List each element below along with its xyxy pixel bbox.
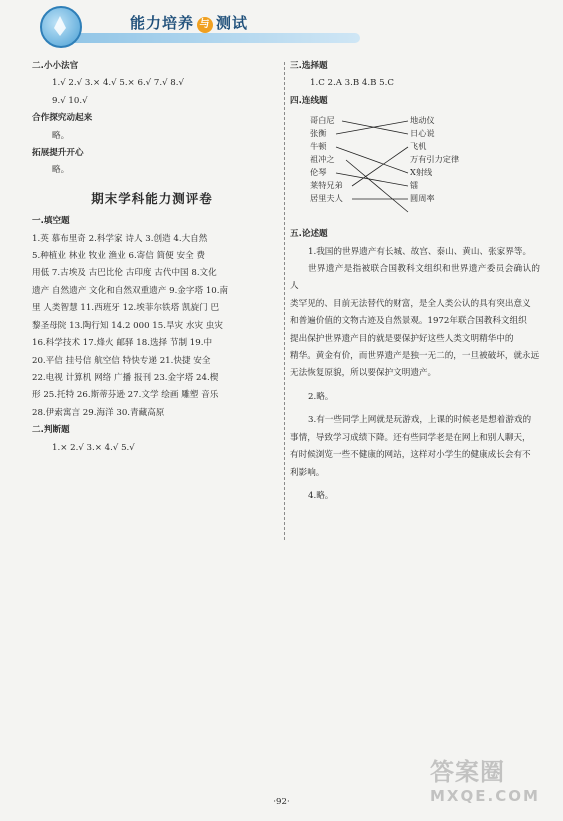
match-right-item: 镭 — [410, 180, 419, 191]
match-right-item: 万有引力定律 — [410, 154, 460, 165]
essay-paragraph-1 — [290, 244, 540, 383]
essay-line: 3.有一些同学上网就是玩游戏，上课的时候老是想着游戏的 — [308, 415, 532, 426]
essay-line: 提出保护世界遗产目的就是要保护好这些人类文明精华中的 — [290, 333, 514, 344]
header-ribbon — [60, 33, 360, 43]
essay-paragraph-2: 2.略。 — [308, 391, 334, 402]
section-heading: 一.填空题 — [32, 216, 70, 227]
essay-line: 类罕见的、目前无法替代的财富，是全人类公认的具有突出意义 — [290, 298, 531, 309]
answer-line: 遗产 自然遗产 文化和自然双重遗产 9.金字塔 10.南 — [32, 285, 229, 296]
section-heading: 二.小小法官 — [32, 61, 79, 71]
watermark-text: 答案圈 — [430, 758, 505, 786]
section-heading: 五.论述题 — [290, 229, 328, 240]
watermark-url: MXQE.COM — [430, 787, 540, 805]
answer-line: 5.种植业 林业 牧业 渔业 6.寄信 简便 安全 费 — [32, 251, 206, 262]
match-right-list — [410, 114, 459, 205]
match-left-item: 祖冲之 — [310, 154, 335, 165]
answer-line: 里 人类智慧 11.西班牙 12.埃菲尔铁塔 凯旋门 巴 — [32, 303, 220, 314]
match-left-item: 张衡 — [310, 128, 327, 139]
page-number: ·92· — [273, 797, 290, 807]
essay-line: 事情，导致学习成绩下降。还有些同学老是在网上和别人聊天， — [290, 432, 531, 443]
match-right-item: 飞机 — [410, 141, 427, 152]
match-left-item: 居里夫人 — [310, 193, 343, 204]
answer-line: 形 25.托特 26.斯蒂芬逊 27.文学 绘画 雕塑 音乐 — [32, 390, 219, 401]
answer-line: 1.× 2.√ 3.× 4.√ 5.√ — [52, 442, 135, 453]
match-line — [336, 173, 408, 186]
essay-line: 利影响。 — [290, 467, 325, 478]
answer-line: 用低 7.古埃及 古巴比伦 古印度 古代中国 8.文化 — [32, 268, 217, 279]
match-line — [346, 160, 408, 212]
answer-line: 略。 — [52, 130, 70, 141]
pen-globe-logo-icon — [40, 6, 82, 48]
section-heading: 四.连线题 — [290, 95, 328, 106]
fill-answers — [32, 231, 272, 422]
match-right-item: 日心说 — [410, 128, 435, 139]
match-right-item: X射线 — [410, 167, 433, 178]
essay-paragraph-3 — [290, 412, 540, 482]
section-heading: 合作探究动起来 — [32, 113, 93, 124]
answer-line: 略。 — [52, 165, 70, 176]
match-left-item: 伦琴 — [310, 167, 327, 178]
header-title-left: 能力培养 — [130, 14, 195, 32]
match-left-item: 牛顿 — [310, 141, 327, 152]
essay-line: 1.我国的世界遗产有长城、故宫、泰山、黄山、张家界等。 — [308, 246, 532, 257]
answer-line: 1.英 慕布里奇 2.科学家 诗人 3.创造 4.大自然 — [32, 233, 208, 244]
essay-line: 无法恢复原貌，所以要保护文明遗产。 — [290, 368, 437, 379]
section-heading: 三.选择题 — [290, 61, 328, 71]
answer-line: 22.电视 计算机 网络 广播 报刊 23.金字塔 24.楔 — [32, 372, 219, 383]
match-line — [336, 147, 408, 173]
section-heading: 拓展提升开心 — [32, 148, 84, 159]
page-header — [0, 0, 563, 52]
essay-line: 世界遗产是指被联合国教科文组织和世界遗产委员会确认的人 — [290, 264, 540, 292]
answer-line: 1.C 2.A 3.B 4.B 5.C — [310, 78, 394, 89]
answer-line: 28.伊索寓言 29.海洋 30.青藏高原 — [32, 407, 165, 418]
matching-exercise — [310, 110, 540, 226]
exam-title: 期末学科能力测评卷 — [91, 190, 213, 206]
answer-line: 1.√ 2.√ 3.× 4.√ 5.× 6.√ 7.√ 8.√ — [52, 78, 184, 89]
essay-line: 有时候浏览一些不健康的网站，这样对小学生的健康成长会有不 — [290, 450, 531, 461]
answer-line: 9.√ 10.√ — [52, 95, 88, 106]
match-line — [352, 147, 408, 186]
watermark-logo — [430, 752, 555, 812]
answer-line: 20.平信 挂号信 航空信 特快专递 21.快捷 安全 — [32, 355, 211, 366]
header-title-mid: 与 — [197, 17, 213, 33]
match-right-item: 地动仪 — [410, 115, 435, 126]
match-right-item: 圆周率 — [410, 193, 435, 204]
answer-line: 16.科学技术 17.烽火 邮驿 18.选择 节制 19.中 — [32, 338, 213, 349]
match-left-item: 哥白尼 — [310, 115, 335, 126]
match-left-item: 莱特兄弟 — [310, 180, 343, 191]
answer-line: 黎圣母院 13.陶行知 14.2 000 15.旱灾 水灾 虫灾 — [32, 320, 223, 331]
header-title — [130, 12, 248, 33]
essay-line: 精华。黄金有价，而世界遗产是独一无二的，一旦被破坏，就永远 — [290, 351, 540, 362]
match-left-list — [310, 114, 343, 205]
left-column — [32, 58, 272, 457]
right-column — [290, 58, 540, 505]
header-title-right: 测试 — [216, 14, 249, 32]
essay-line: 和普遍价值的文物古迹及自然景观。1972年联合国教科文组织 — [290, 316, 527, 327]
column-divider — [284, 62, 285, 540]
section-heading: 二.判断题 — [32, 425, 70, 436]
essay-paragraph-4: 4.略。 — [308, 490, 334, 501]
